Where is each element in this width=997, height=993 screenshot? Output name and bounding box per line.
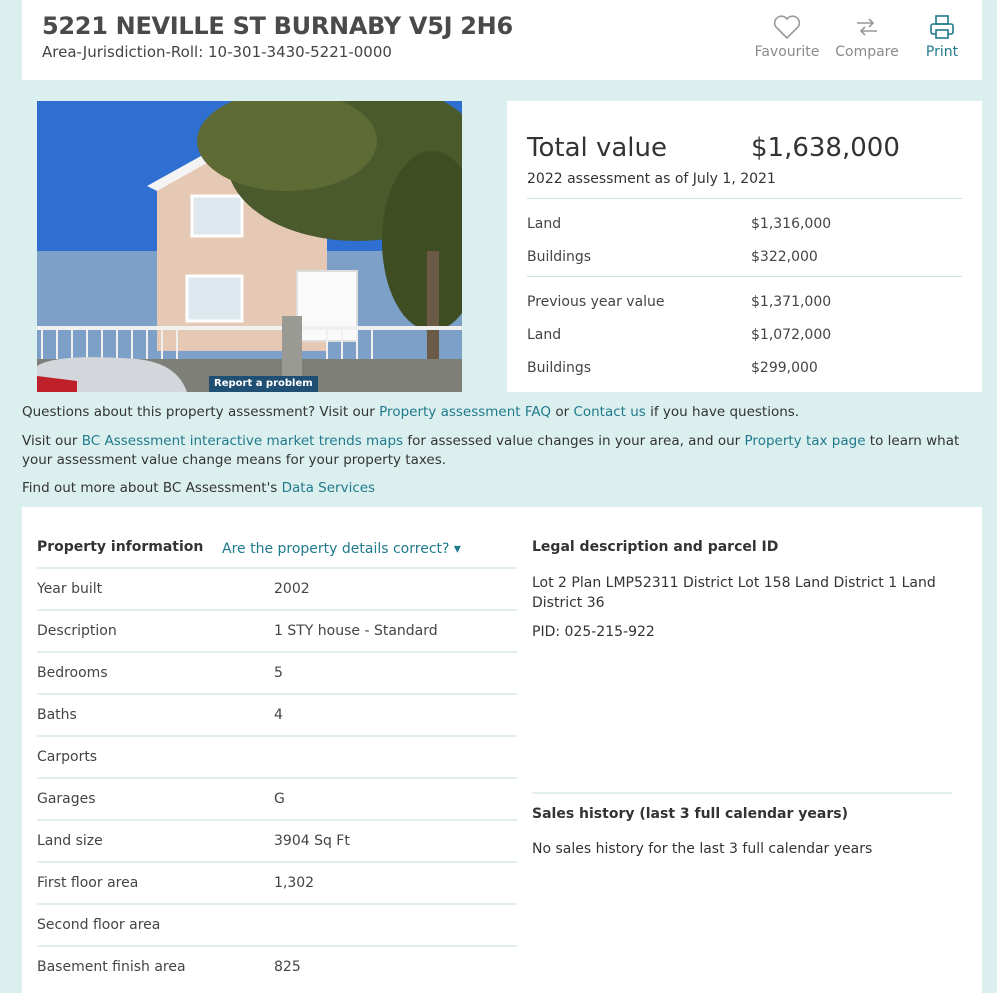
legal-description-text: Lot 2 Plan LMP52311 District Lot 158 Land District 1 Land District 36 (532, 575, 936, 611)
favourite-button[interactable] (752, 14, 822, 60)
row-value: 5 (274, 665, 283, 681)
text-segment: or (551, 404, 574, 420)
previous-year-label: Previous year value (527, 294, 665, 310)
property-photo (37, 101, 462, 392)
print-button[interactable] (917, 14, 967, 60)
table-row (37, 609, 517, 651)
buildings-label: Buildings (527, 249, 592, 265)
heart-icon (773, 14, 801, 40)
text-segment: if you have questions. (645, 404, 800, 420)
total-value-amount: $1,638,000 (751, 133, 900, 163)
row-value: 1,302 (274, 875, 315, 891)
land-value: $1,316,000 (751, 216, 832, 232)
compare-icon (853, 14, 881, 40)
property-info-card (22, 507, 982, 993)
data-services-link[interactable]: Data Services (281, 480, 376, 496)
table-row (37, 945, 517, 987)
text-segment: for assessed value changes in your area, and our (403, 433, 745, 449)
table-row (37, 819, 517, 861)
row-label: Garages (37, 791, 96, 807)
legal-description-heading: Legal description and parcel ID (532, 539, 779, 555)
previous-land-value: $1,072,000 (751, 327, 832, 343)
page-title: 5221 NEVILLE ST BURNABY V5J 2H6 (42, 12, 513, 40)
table-row (37, 651, 517, 693)
row-label: Description (37, 623, 117, 639)
row-value: 3904 Sq Ft (274, 833, 350, 849)
text-segment: to learn what your assessment value change means for your property taxes. (22, 433, 960, 468)
land-label: Land (527, 216, 562, 232)
compare-label: Compare (835, 44, 899, 60)
table-row (37, 861, 517, 903)
row-value: 825 (274, 959, 301, 975)
table-row (37, 777, 517, 819)
table-row (37, 693, 517, 735)
market-trends-paragraph (22, 432, 972, 470)
buildings-value: $322,000 (751, 249, 818, 265)
faq-link[interactable]: Property assessment FAQ (379, 404, 552, 420)
row-value: 2002 (274, 581, 310, 597)
row-value: 1 STY house - Standard (274, 623, 438, 639)
favourite-label: Favourite (754, 44, 820, 60)
row-label: Carports (37, 749, 98, 765)
printer-icon (928, 14, 956, 40)
text-segment: Visit our (22, 433, 82, 449)
previous-land-label: Land (527, 327, 562, 343)
previous-year-value: $1,371,000 (751, 294, 832, 310)
previous-buildings-label: Buildings (527, 360, 592, 376)
divider (527, 198, 962, 199)
data-services-paragraph (22, 479, 972, 498)
report-problem-button[interactable]: Report a problem (209, 376, 318, 392)
row-label: First floor area (37, 875, 139, 891)
previous-buildings-value: $299,000 (751, 360, 818, 376)
faq-paragraph (22, 403, 972, 422)
table-row (37, 567, 517, 609)
market-trends-link[interactable]: BC Assessment interactive market trends maps (81, 433, 404, 449)
contact-us-link[interactable]: Contact us (573, 404, 646, 420)
row-label: Basement finish area (37, 959, 186, 975)
row-label: Land size (37, 833, 103, 849)
property-header (22, 0, 982, 80)
details-correct-dropdown[interactable]: Are the property details correct? ▾ (222, 541, 461, 557)
house-photo-illustration (37, 101, 462, 392)
assessment-date: 2022 assessment as of July 1, 2021 (527, 171, 776, 187)
sales-history-heading: Sales history (last 3 full calendar years) (532, 806, 848, 822)
print-label: Print (925, 44, 959, 60)
row-label: Year built (37, 581, 103, 597)
divider (532, 792, 952, 794)
row-value: 4 (274, 707, 283, 723)
divider (527, 276, 962, 277)
total-value-label: Total value (527, 133, 668, 163)
row-value: G (274, 791, 285, 807)
table-row (37, 735, 517, 777)
sales-history-text: No sales history for the last 3 full calendar years (532, 841, 873, 857)
property-info-heading: Property information (37, 539, 204, 555)
parcel-id: PID: 025-215-922 (532, 624, 655, 640)
row-label: Second floor area (37, 917, 161, 933)
row-label: Baths (37, 707, 77, 723)
text-segment: Find out more about BC Assessment's (22, 480, 282, 496)
property-tax-link[interactable]: Property tax page (744, 433, 866, 449)
assessment-value-card (507, 101, 982, 392)
row-label: Bedrooms (37, 665, 108, 681)
table-row (37, 903, 517, 945)
text-segment: Questions about this property assessment? Visit our (22, 404, 380, 420)
roll-number: Area-Jurisdiction-Roll: 10-301-3430-5221-0000 (42, 43, 392, 61)
compare-button[interactable] (832, 14, 902, 60)
